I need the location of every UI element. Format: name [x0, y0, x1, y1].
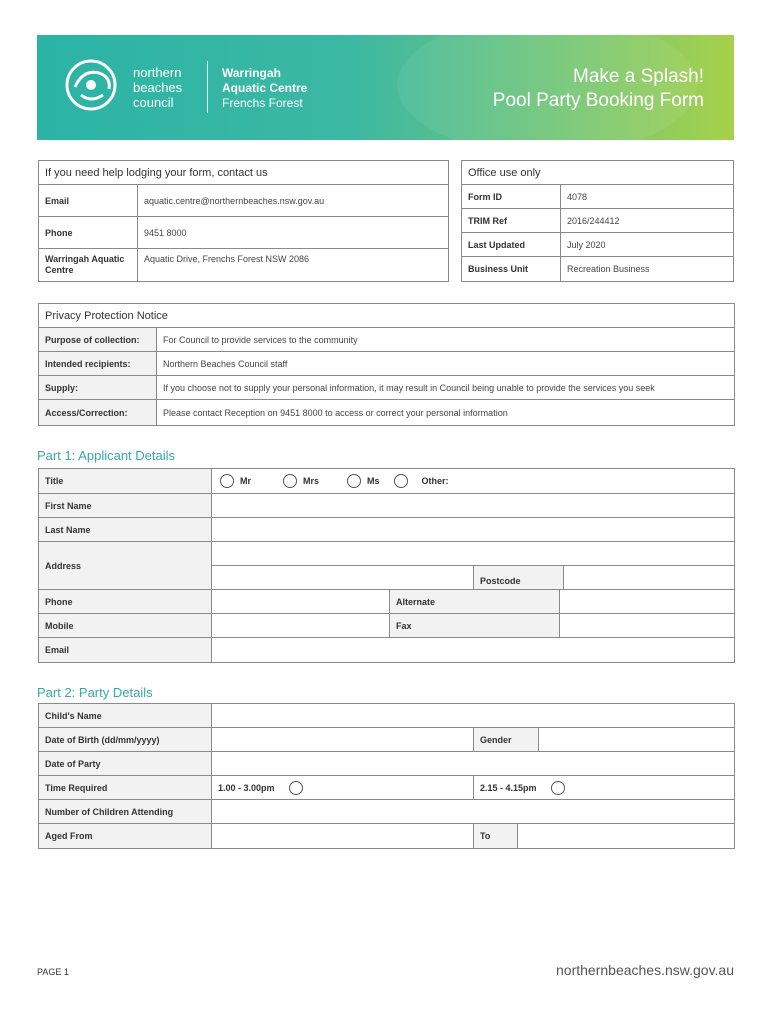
- radio-icon[interactable]: [347, 474, 361, 488]
- date-of-party-label: Date of Party: [39, 752, 212, 775]
- date-of-party-row: [39, 752, 734, 776]
- office-row: [462, 185, 733, 209]
- part2-title: Part 2: Party Details: [37, 685, 153, 700]
- radio-icon[interactable]: [289, 781, 303, 795]
- form-title-line2: Pool Party Booking Form: [492, 90, 704, 111]
- privacy-box: [38, 303, 735, 426]
- office-label: Last Updated: [462, 233, 561, 256]
- contact-row: [39, 217, 448, 249]
- phone-field[interactable]: [212, 590, 390, 613]
- time-required-label: Time Required: [39, 776, 212, 799]
- office-heading: Office use only: [462, 161, 733, 185]
- contact-row: [39, 249, 448, 281]
- time-option-2[interactable]: [474, 776, 734, 799]
- address-row: [39, 542, 734, 590]
- last-name-field[interactable]: [212, 518, 734, 541]
- contact-email-value[interactable]: aquatic.centre@northernbeaches.nsw.gov.au: [144, 195, 325, 206]
- party-details-table: [38, 703, 735, 849]
- mobile-row: [39, 614, 734, 638]
- mobile-field[interactable]: [212, 614, 390, 637]
- applicant-details-table: [38, 468, 735, 663]
- privacy-row: [39, 376, 734, 400]
- alternate-label: Alternate: [390, 590, 560, 613]
- address-line1-field[interactable]: [212, 542, 734, 566]
- num-children-row: [39, 800, 734, 824]
- title-option-other[interactable]: [394, 474, 449, 488]
- first-name-field[interactable]: [212, 494, 734, 517]
- contact-row: [39, 185, 448, 217]
- option-label: Mr: [240, 476, 251, 486]
- contact-label: Email: [39, 185, 138, 216]
- option-label: Mrs: [303, 476, 320, 486]
- address-fields: [212, 542, 734, 589]
- contact-label: Warringah Aquatic Centre: [39, 249, 138, 281]
- childs-name-row: [39, 704, 734, 728]
- time-option-1-label: 1.00 - 3.00pm: [218, 782, 275, 793]
- office-row: [462, 209, 733, 233]
- contact-address-value: Aquatic Drive, Frenchs Forest NSW 2086: [144, 254, 310, 264]
- last-name-label: Last Name: [39, 518, 212, 541]
- mobile-label: Mobile: [39, 614, 212, 637]
- form-title: [493, 65, 704, 113]
- office-label: TRIM Ref: [462, 209, 561, 232]
- aged-from-label: Aged From: [39, 824, 212, 848]
- privacy-label: Intended recipients:: [39, 352, 157, 375]
- office-value: July 2020: [567, 239, 606, 250]
- privacy-value: If you choose not to supply your personal information, it may result in Council being unable to provide the services you seek: [163, 382, 655, 393]
- aged-from-row: [39, 824, 734, 848]
- gender-field[interactable]: [539, 728, 734, 751]
- num-children-field[interactable]: [212, 800, 734, 823]
- privacy-row: [39, 328, 734, 352]
- office-label: Form ID: [462, 185, 561, 208]
- email-label: Email: [39, 638, 212, 662]
- contact-heading: If you need help lodging your form, contact us: [39, 161, 448, 185]
- office-row: [462, 233, 733, 257]
- time-required-row: [39, 776, 734, 800]
- address-label: Address: [39, 542, 212, 589]
- option-label: Ms: [367, 476, 380, 486]
- phone-row: [39, 590, 734, 614]
- office-value: 2016/244412: [567, 215, 620, 226]
- postcode-label: Postcode: [474, 566, 564, 589]
- contact-phone-value: 9451 8000: [144, 227, 187, 238]
- time-option-2-label: 2.15 - 4.15pm: [480, 782, 537, 793]
- fax-field[interactable]: [560, 614, 734, 637]
- phone-label: Phone: [39, 590, 212, 613]
- org-name-line3: council: [133, 95, 174, 110]
- form-title-line1: Make a Splash!: [573, 66, 704, 87]
- contact-box: [38, 160, 449, 282]
- dob-row: [39, 728, 734, 752]
- privacy-value: Northern Beaches Council staff: [163, 358, 288, 369]
- centre-line3: Frenchs Forest: [222, 96, 303, 110]
- childs-name-label: Child's Name: [39, 704, 212, 727]
- centre-line1: Warringah: [222, 66, 281, 80]
- radio-icon[interactable]: [551, 781, 565, 795]
- privacy-value: For Council to provide services to the community: [163, 334, 358, 345]
- privacy-label: Access/Correction:: [39, 400, 157, 425]
- to-label: To: [474, 824, 518, 848]
- to-field[interactable]: [518, 824, 734, 848]
- org-name: [133, 65, 182, 110]
- gender-label: Gender: [474, 728, 539, 751]
- title-option-mrs[interactable]: [283, 474, 319, 488]
- alternate-field[interactable]: [560, 590, 734, 613]
- date-of-party-field[interactable]: [212, 752, 734, 775]
- centre-name: [222, 66, 307, 111]
- fax-label: Fax: [390, 614, 560, 637]
- part1-title: Part 1: Applicant Details: [37, 448, 176, 463]
- title-options: [212, 469, 734, 493]
- title-label: Title: [39, 469, 212, 493]
- title-row: [39, 469, 734, 494]
- postcode-field[interactable]: [564, 566, 734, 589]
- centre-line2: Aquatic Centre: [222, 81, 308, 95]
- option-label: Other:: [421, 476, 449, 486]
- office-value: 4078: [567, 191, 588, 202]
- office-box: [461, 160, 734, 282]
- page-number: PAGE 1: [37, 967, 69, 977]
- privacy-value: Please contact Reception on 9451 8000 to access or correct your personal information: [163, 407, 508, 418]
- first-name-label: First Name: [39, 494, 212, 517]
- title-option-ms[interactable]: [347, 474, 380, 488]
- dob-field[interactable]: [212, 728, 474, 751]
- org-name-line2: beaches: [133, 80, 183, 95]
- last-name-row: [39, 518, 734, 542]
- contact-label: Phone: [39, 217, 138, 248]
- privacy-row: [39, 352, 734, 376]
- title-option-mr[interactable]: [220, 474, 251, 488]
- radio-icon[interactable]: [283, 474, 297, 488]
- office-label: Business Unit: [462, 257, 561, 281]
- privacy-label: Purpose of collection:: [39, 328, 157, 351]
- childs-name-field[interactable]: [212, 704, 734, 727]
- privacy-label: Supply:: [39, 376, 157, 399]
- privacy-row: [39, 400, 734, 425]
- first-name-row: [39, 494, 734, 518]
- office-row: [462, 257, 733, 281]
- banner-divider: [207, 61, 208, 113]
- address-line2-row: [212, 566, 734, 589]
- dob-label: Date of Birth (dd/mm/yyyy): [39, 728, 212, 751]
- email-field[interactable]: [212, 638, 734, 662]
- radio-icon[interactable]: [394, 474, 408, 488]
- footer-url-link[interactable]: northernbeaches.nsw.gov.au: [556, 962, 734, 978]
- radio-icon[interactable]: [220, 474, 234, 488]
- num-children-label: Number of Children Attending: [39, 800, 212, 823]
- council-logo-icon: [61, 57, 125, 113]
- org-name-line1: northern: [133, 65, 182, 80]
- privacy-heading: Privacy Protection Notice: [39, 304, 734, 328]
- header-banner: [37, 35, 734, 140]
- aged-from-field[interactable]: [212, 824, 474, 848]
- address-line2-field[interactable]: [212, 566, 474, 589]
- email-row: [39, 638, 734, 662]
- time-option-1[interactable]: [212, 776, 474, 799]
- office-value: Recreation Business: [567, 264, 650, 274]
